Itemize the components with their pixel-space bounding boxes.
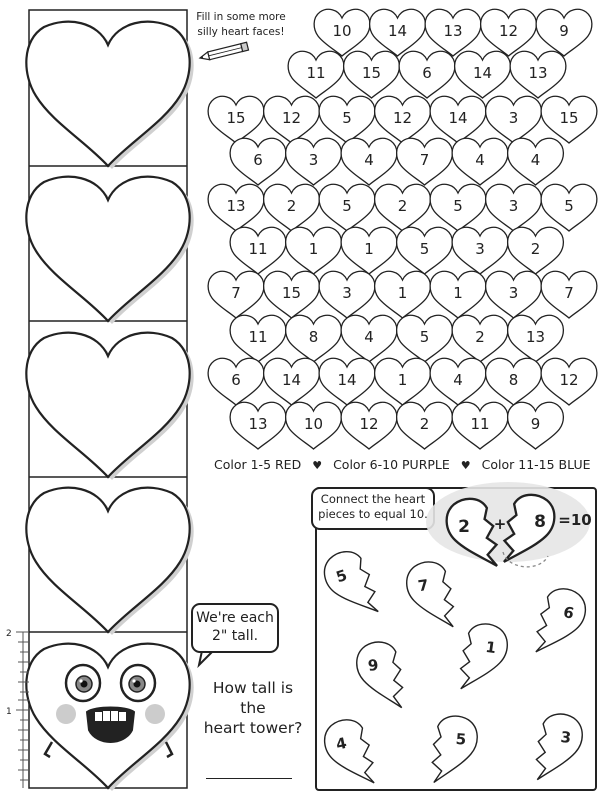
- heart-piece[interactable]: [431, 715, 479, 786]
- heart-number: 13: [525, 328, 546, 346]
- example-result: =10: [558, 511, 592, 529]
- heart-number: 1: [397, 284, 408, 302]
- legend-red: Color 1-5 RED: [214, 457, 302, 472]
- heart-number: 3: [475, 240, 485, 258]
- heart-number: 12: [498, 22, 519, 40]
- heart-number: 15: [226, 109, 246, 127]
- heart-number: 6: [422, 64, 432, 82]
- ruler-label-1: 1: [6, 707, 12, 717]
- piece-outline: [355, 640, 405, 712]
- heart-number: 2: [475, 328, 485, 346]
- speech-line-1: We're each: [196, 610, 274, 626]
- legend-purple: Color 6-10 PURPLE: [333, 457, 450, 472]
- heart-number: 13: [248, 415, 268, 433]
- heart-number: 6: [253, 151, 263, 169]
- piece-number: 4: [334, 733, 349, 754]
- piece-outline: [404, 559, 456, 632]
- heart-separator-icon: ♥: [460, 459, 471, 472]
- heart-number: 15: [361, 64, 382, 82]
- heart-number: 4: [453, 371, 463, 389]
- heart-number: 4: [530, 151, 541, 169]
- heart-number: 10: [303, 415, 324, 433]
- heart-number: 10: [332, 22, 352, 40]
- heart-number: 12: [359, 415, 379, 433]
- instruction-line-2: pieces to equal 10.: [318, 507, 428, 521]
- heart-number: 5: [342, 109, 352, 127]
- instruction-line-1: Connect the heart: [320, 492, 426, 506]
- heart-number: 5: [342, 197, 352, 215]
- heart-number: 4: [475, 151, 485, 169]
- question-line-2: heart tower?: [203, 719, 303, 737]
- heart-number: 14: [448, 109, 468, 127]
- heart-piece[interactable]: [321, 716, 377, 791]
- piece-number: 3: [559, 727, 573, 747]
- piece-outline: [319, 546, 381, 624]
- heart-piece[interactable]: [533, 585, 589, 660]
- piece-outline: [458, 621, 510, 694]
- heart-number: 14: [337, 371, 357, 389]
- piece-number: 9: [366, 655, 380, 675]
- question-line-1: How tall is the: [212, 679, 294, 717]
- heart-number: 11: [248, 240, 268, 258]
- piece-outline: [321, 716, 377, 791]
- heart-number: 3: [508, 197, 519, 215]
- heart-number: 13: [528, 64, 548, 82]
- heart-number: 1: [308, 240, 319, 258]
- piece-number: 5: [455, 729, 467, 749]
- heart-separator-icon: ♥: [312, 459, 323, 472]
- heart-piece[interactable]: [319, 546, 381, 624]
- example-operator: +: [493, 515, 507, 533]
- heart-number: 4: [364, 151, 374, 169]
- heart-number: 8: [308, 328, 319, 346]
- heart-number: 2: [286, 197, 297, 215]
- heart-piece[interactable]: [458, 621, 510, 694]
- heart-number: 11: [306, 64, 326, 82]
- heart-number: 7: [564, 284, 574, 302]
- heart-number: 12: [559, 371, 579, 389]
- heart-number: 5: [564, 197, 574, 215]
- piece-number: 1: [484, 637, 498, 658]
- heart-number: 3: [508, 109, 519, 127]
- example-right-value: 8: [534, 512, 546, 532]
- piece-number: 7: [416, 575, 430, 596]
- heart-number: 15: [281, 284, 302, 302]
- heart-number: 12: [392, 109, 413, 127]
- heart-number: 2: [419, 415, 430, 433]
- heart-number: 3: [308, 151, 319, 169]
- heart-number: 12: [281, 109, 302, 127]
- heart-number: 3: [342, 284, 352, 302]
- heart-number: 4: [364, 328, 374, 346]
- heart-number: 6: [231, 371, 241, 389]
- heart-number: 7: [231, 284, 241, 302]
- piece-number: 6: [561, 602, 576, 623]
- heart-number: 9: [559, 22, 569, 40]
- heart-number: 2: [397, 197, 408, 215]
- example-left-value: 2: [458, 517, 470, 537]
- heart-number: 14: [472, 64, 493, 82]
- heart-number: 3: [508, 284, 519, 302]
- heart-number: 13: [443, 22, 463, 40]
- heart-number: 9: [530, 415, 541, 433]
- heart-number: 1: [453, 284, 463, 302]
- heart-number: 11: [248, 328, 268, 346]
- piece-number: 5: [333, 566, 350, 587]
- heart-number: 11: [470, 415, 490, 433]
- heart-number: 15: [559, 109, 579, 127]
- speech-line-2: 2" tall.: [211, 628, 259, 644]
- heart-number: 7: [419, 151, 430, 169]
- ruler-label-2: 2: [6, 629, 12, 639]
- legend-blue: Color 11-15 BLUE: [481, 457, 591, 472]
- heart-number: 8: [508, 371, 519, 389]
- piece-outline: [533, 585, 589, 660]
- heart-number: 5: [419, 328, 430, 346]
- heart-number: 1: [397, 371, 408, 389]
- piece-outline: [431, 715, 479, 786]
- heart-number: 14: [387, 22, 408, 40]
- heart-number: 14: [281, 371, 302, 389]
- heart-piece[interactable]: [534, 712, 584, 784]
- heart-number: 2: [530, 240, 541, 258]
- heart-number: 1: [364, 240, 374, 258]
- instruction-note: Fill in some more silly heart faces!: [196, 11, 286, 38]
- heart-number: 5: [419, 240, 430, 258]
- heart-piece[interactable]: [404, 559, 456, 632]
- heart-piece[interactable]: [355, 640, 405, 712]
- heart-number: 13: [226, 197, 246, 215]
- piece-outline: [534, 712, 584, 784]
- heart-number: 5: [453, 197, 463, 215]
